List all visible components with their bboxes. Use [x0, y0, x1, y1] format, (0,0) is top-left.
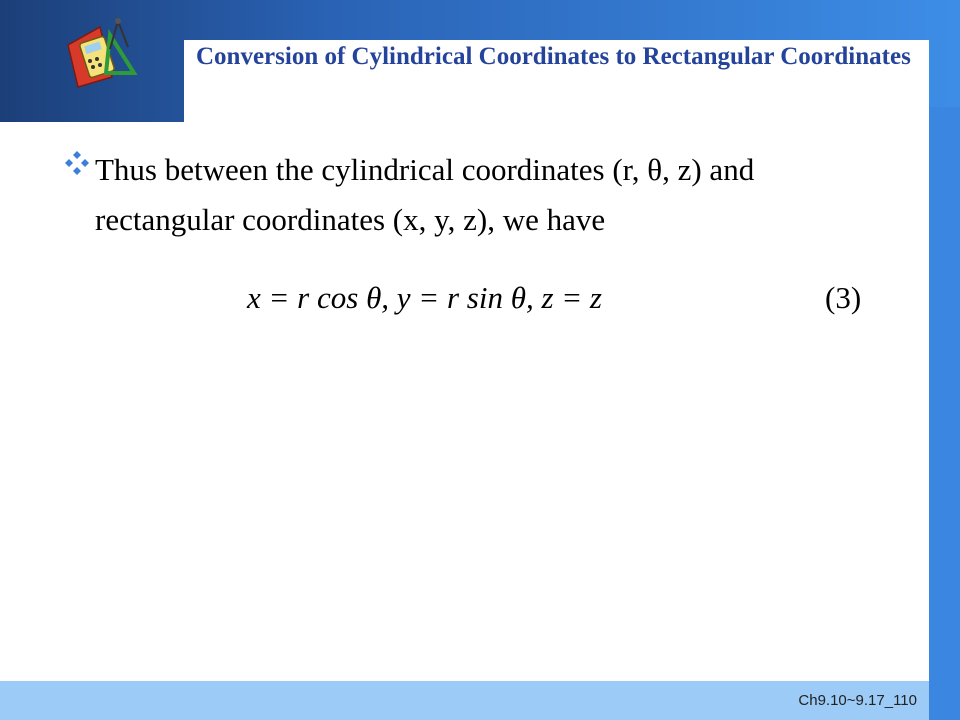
equation-number: (3): [825, 280, 862, 315]
title-box: [184, 40, 929, 122]
equation: [247, 280, 887, 326]
math-tools-clipart-icon: [60, 15, 140, 95]
footer-bar: [0, 681, 929, 720]
diamond-bullet-icon: [64, 150, 90, 176]
slide-footer-label: Ch9.10~9.17_110: [798, 692, 917, 709]
right-accent-bar: [929, 107, 960, 720]
equation-formula: x = r cos θ, y = r sin θ, z = z: [247, 280, 602, 315]
bullet-text: [95, 145, 895, 245]
bullet-line-2: rectangular coordinates (x, y, z), we have: [95, 202, 606, 237]
slide-title: Conversion of Cylindrical Coordinates to Rectangular Coordinates: [196, 43, 911, 70]
bullet-line-1: Thus between the cylindrical coordinates (r, θ, z) and: [95, 152, 755, 187]
